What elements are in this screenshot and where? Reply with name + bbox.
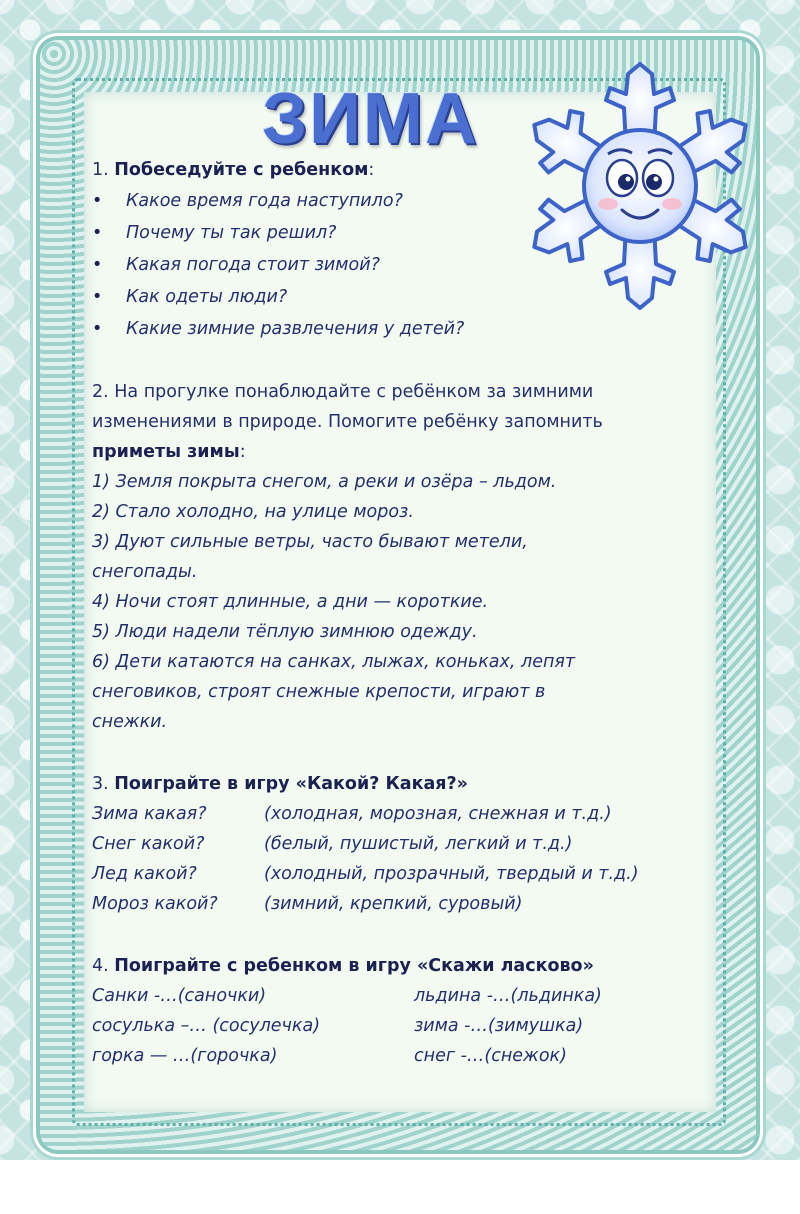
list-item: • Как одеты люди?: [92, 281, 702, 313]
winter-sign: снежки.: [92, 712, 168, 732]
section-2-intro: изменениями в природе. Помогите ребёнку запомнить: [92, 412, 603, 432]
question-list: [92, 185, 702, 345]
game-row: Снег какой? (белый, пушистый, легкий и т.д.): [92, 834, 573, 854]
game-row: горка — …(горочка) снег -…(снежок): [92, 1046, 567, 1066]
bottom-margin: [0, 1160, 800, 1214]
page-title: ЗИМА: [262, 79, 479, 159]
winter-sign: 5) Люди надели тёплую зимнюю одежду.: [92, 622, 478, 642]
game-row: Санки -…(саночки) льдина -…(льдинка): [92, 986, 602, 1006]
winter-sign: 4) Ночи стоят длинные, а дни — короткие.: [92, 592, 489, 612]
winter-sign: 6) Дети катаются на санках, лыжах, коньках, лепят: [92, 652, 576, 672]
winter-sign: 1) Земля покрыта снегом, а реки и озёра – льдом.: [92, 472, 557, 492]
section-4-heading: 4. Поиграйте с ребенком в игру «Скажи ласково»: [92, 956, 594, 976]
list-item: • Почему ты так решил?: [92, 217, 702, 249]
winter-sign: снегопады.: [92, 562, 198, 582]
section-2-heading: приметы зимы:: [92, 442, 246, 462]
game-row: Зима какая? (холодная, морозная, снежная и т.д.): [92, 804, 612, 824]
game-row: Мороз какой? (зимний, крепкий, суровый): [92, 894, 523, 914]
winter-sign: снеговиков, строят снежные крепости, играют в: [92, 682, 546, 702]
list-item: • Какое время года наступило?: [92, 185, 702, 217]
winter-sign: 3) Дуют сильные ветры, часто бывают метели,: [92, 532, 528, 552]
document-body: [92, 155, 702, 1071]
section-2-intro: 2. На прогулке понаблюдайте с ребёнком за зимними: [92, 382, 594, 402]
section-1-heading: 1. Побеседуйте с ребенком:: [92, 160, 375, 180]
winter-sign: 2) Стало холодно, на улице мороз.: [92, 502, 414, 522]
game-row: сосулька –… (сосулечка) зима -…(зимушка): [92, 1016, 584, 1036]
section-3-heading: 3. Поиграйте в игру «Какой? Какая?»: [92, 774, 468, 794]
list-item: • Какая погода стоит зимой?: [92, 249, 702, 281]
list-item: • Какие зимние развлечения у детей?: [92, 313, 702, 345]
game-row: Лед какой? (холодный, прозрачный, твердый и т.д.): [92, 864, 639, 884]
